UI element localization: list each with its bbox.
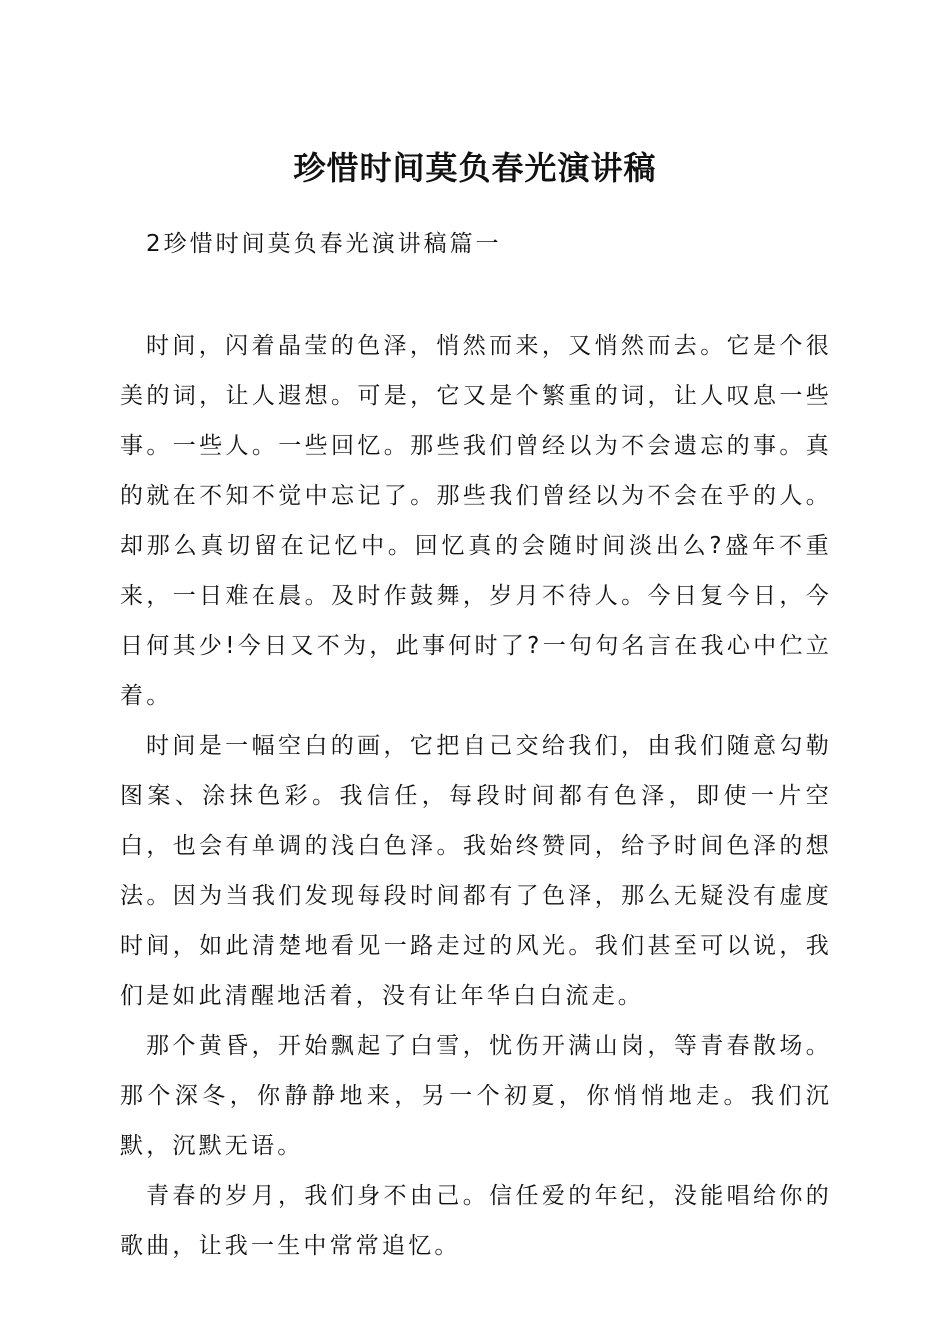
paragraph-1: 时间，闪着晶莹的色泽，悄然而来，又悄然而去。它是个很美的词，让人遐想。可是，它又是个繁重的词，让人叹息一些事。一些人。一些回忆。那些我们曾经以为不会遗忘的事。真的就在不知不觉中忘记了。那些我们曾经以为不会在乎的人。却那么真切留在记忆中。回忆真的会随时间淡出么?盛年不重来，一日难在晨。及时作鼓舞，岁月不待人。今日复今日，今日何其少!今日又不为，此事何时了?一句句名言在我心中伫立着。 [120,333,832,709]
document-subtitle: 2珍惜时间莫负春光演讲稿篇一 [146,231,502,257]
paragraph-4: 青春的岁月，我们身不由己。信任爱的年纪，没能唱给你的歌曲，让我一生中常常追忆。 [120,1183,832,1259]
document-body [120,321,832,1271]
paragraph-2: 时间是一幅空白的画，它把自己交给我们，由我们随意勾勒图案、涂抹色彩。我信任，每段时间都有色泽，即使一片空白，也会有单调的浅白色泽。我始终赞同，给予时间色泽的想法。因为当我们发现每段时间都有了色泽，那么无疑没有虚度时间，如此清楚地看见一路走过的风光。我们甚至可以说，我们是如此清醒地活着，没有让年华白白流走。 [120,733,832,1009]
document-title: 珍惜时间莫负春光演讲稿 [293,149,657,187]
paragraph-3: 那个黄昏，开始飘起了白雪，忧伤开满山岗，等青春散场。那个深冬，你静静地来，另一个初夏，你悄悄地走。我们沉默，沉默无语。 [120,1033,832,1159]
